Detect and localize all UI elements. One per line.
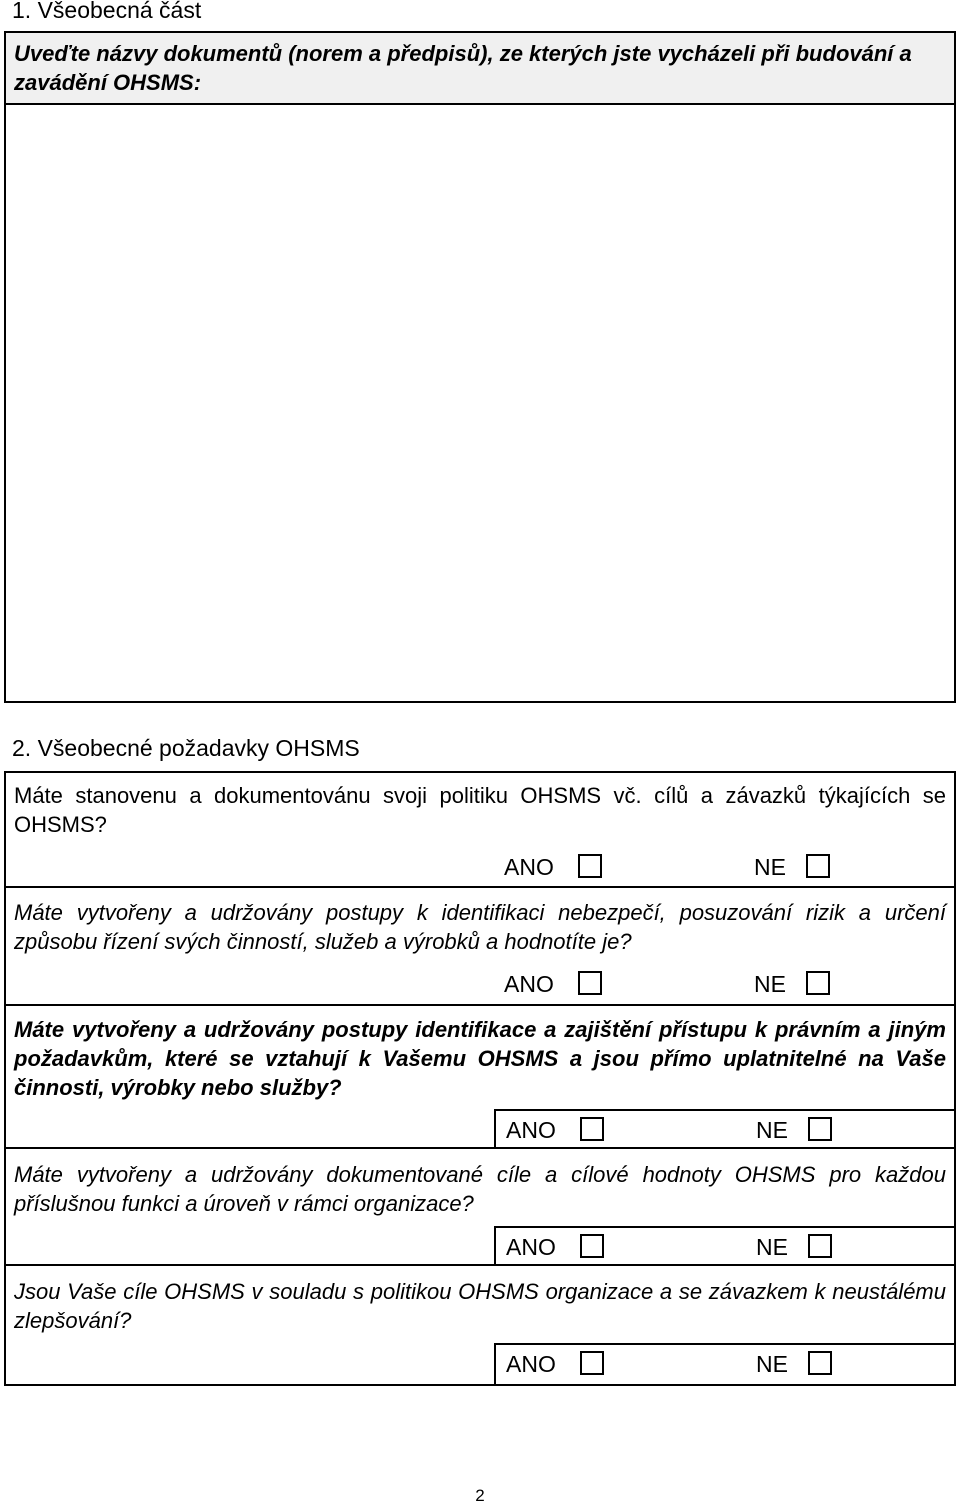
question-1 bbox=[6, 781, 954, 839]
no-label-4: NE bbox=[756, 1234, 788, 1260]
no-label-5: NE bbox=[756, 1351, 788, 1377]
question-3 bbox=[6, 1015, 954, 1102]
page-number: 2 bbox=[475, 1486, 485, 1505]
answer-row-3 bbox=[494, 1109, 954, 1147]
no-label-1: NE bbox=[754, 854, 786, 880]
yes-checkbox-3[interactable] bbox=[580, 1117, 604, 1141]
yes-label-1: ANO bbox=[504, 854, 554, 880]
divider bbox=[6, 1004, 954, 1006]
documents-prompt: Uveďte názvy dokumentů (norem a předpisů), ze kterých jste vycházeli při budování a zavádění OHSMS: bbox=[6, 33, 954, 105]
answer-row-1 bbox=[494, 848, 954, 886]
question-5-text: Jsou Vaše cíle OHSMS v souladu s politikou OHSMS organizace a se závazkem k neustálému zlepšování? bbox=[14, 1279, 946, 1333]
divider bbox=[6, 1147, 954, 1149]
documents-answer-area[interactable] bbox=[6, 105, 954, 701]
yes-label-4: ANO bbox=[506, 1234, 556, 1260]
yes-label-5: ANO bbox=[506, 1351, 556, 1377]
section-2-title: 2. Všeobecné požadavky OHSMS bbox=[12, 735, 360, 761]
no-checkbox-4[interactable] bbox=[808, 1234, 832, 1258]
no-checkbox-1[interactable] bbox=[806, 854, 830, 878]
question-4-text: Máte vytvořeny a udržovány dokumentované cíle a cílové hodnoty OHSMS pro každou příslušnou funkci a úroveň v rámci organizace? bbox=[14, 1162, 946, 1216]
section-1-title: 1. Všeobecná část bbox=[12, 0, 202, 23]
answer-row-4 bbox=[494, 1226, 954, 1264]
yes-checkbox-5[interactable] bbox=[580, 1351, 604, 1375]
yes-checkbox-4[interactable] bbox=[580, 1234, 604, 1258]
answer-row-5 bbox=[494, 1343, 954, 1384]
requirements-box bbox=[4, 771, 956, 1386]
question-4 bbox=[6, 1160, 954, 1218]
answer-row-2 bbox=[494, 965, 954, 1003]
question-1-text: Máte stanovenu a dokumentovánu svoji politiku OHSMS vč. cílů a závazků týkajících se OHSMS? bbox=[14, 783, 946, 837]
question-5 bbox=[6, 1277, 954, 1335]
no-checkbox-3[interactable] bbox=[808, 1117, 832, 1141]
yes-label-3: ANO bbox=[506, 1117, 556, 1143]
question-2 bbox=[6, 898, 954, 956]
no-label-2: NE bbox=[754, 971, 786, 997]
question-3-text: Máte vytvořeny a udržovány postupy identifikace a zajištění přístupu k právním a jiným požadavkům, které se vztahují k Vašemu OHSMS a jsou přímo uplatnitelné na Vaše činnosti, výrobky nebo služby? bbox=[14, 1017, 946, 1100]
no-label-3: NE bbox=[756, 1117, 788, 1143]
no-checkbox-2[interactable] bbox=[806, 971, 830, 995]
documents-box bbox=[4, 31, 956, 703]
yes-checkbox-2[interactable] bbox=[578, 971, 602, 995]
yes-label-2: ANO bbox=[504, 971, 554, 997]
divider bbox=[6, 1264, 954, 1266]
question-2-text: Máte vytvořeny a udržovány postupy k identifikaci nebezpečí, posuzování rizik a určení způsobu řízení svých činností, služeb a výrobků a hodnotíte je? bbox=[14, 900, 946, 954]
yes-checkbox-1[interactable] bbox=[578, 854, 602, 878]
no-checkbox-5[interactable] bbox=[808, 1351, 832, 1375]
divider bbox=[6, 886, 954, 888]
